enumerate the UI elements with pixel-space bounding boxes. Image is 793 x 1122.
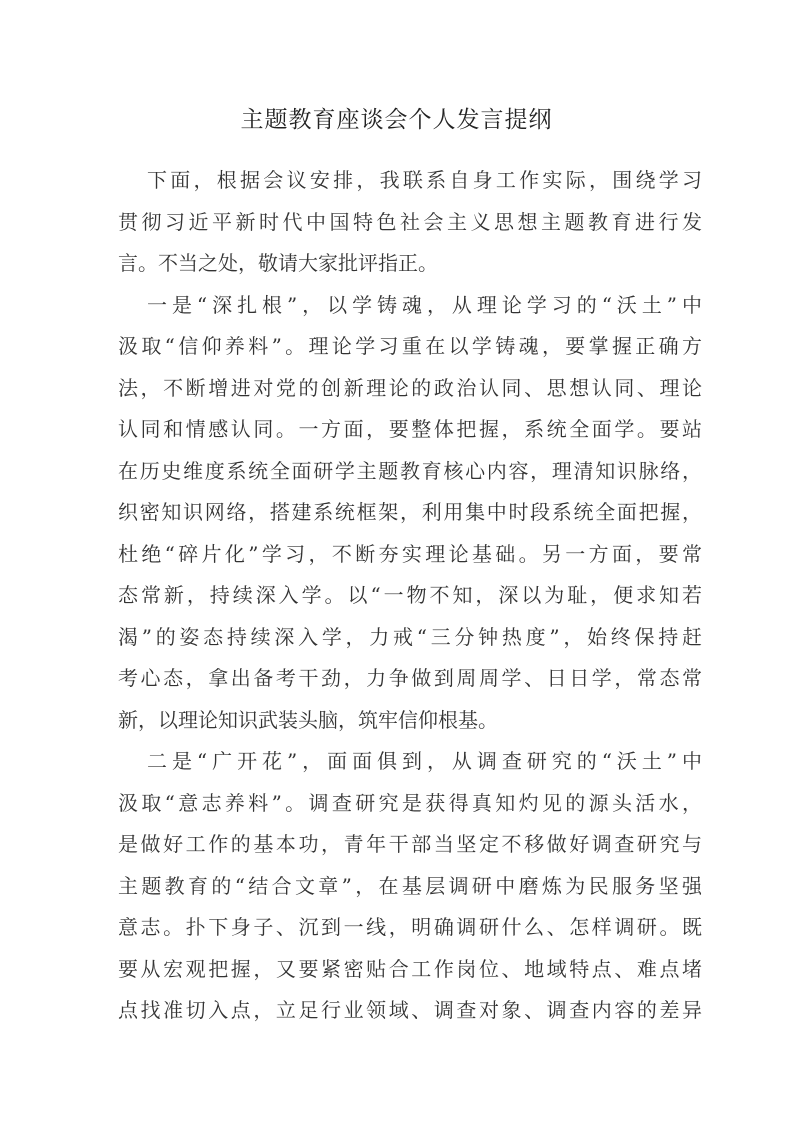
text-line: 态常新，持续深入学。以“一物不知，深以为耻，便求知若 bbox=[118, 583, 702, 607]
paragraph bbox=[118, 285, 702, 742]
text-line: 主题教育的“结合文章”，在基层调研中磨炼为民服务坚强 bbox=[118, 873, 702, 898]
text-line: 渴”的姿态持续深入学，力戒“三分钟热度”，始终保持赶 bbox=[118, 624, 702, 649]
document-title: 主题教育座谈会个人发言提纲 bbox=[240, 107, 553, 133]
text-line: 杜绝“碎片化”学习，不断夯实理论基础。另一方面，要常 bbox=[118, 541, 702, 566]
text-line: 认同和情感认同。一方面，要整体把握，系统全面学。要站 bbox=[118, 417, 702, 441]
text-line: 一是“深扎根”，以学铸魂，从理论学习的“沃土”中 bbox=[147, 292, 702, 317]
text-line: 汲取“信仰养料”。理论学习重在以学铸魂，要掌握正确方 bbox=[118, 334, 702, 358]
document-body bbox=[118, 160, 702, 1032]
text-line: 法，不断增进对党的创新理论的政治认同、思想认同、理论 bbox=[118, 375, 702, 400]
text-line: 是做好工作的基本功，青年干部当坚定不移做好调查研究与 bbox=[118, 832, 702, 856]
text-line: 新，以理论知识武装头脑，筑牢信仰根基。 bbox=[118, 707, 498, 732]
text-line: 点找准切入点，立足行业领域、调查对象、调查内容的差异 bbox=[118, 998, 702, 1022]
text-line: 下面，根据会议安排，我联系自身工作实际，围绕学习 bbox=[147, 168, 702, 192]
text-line: 二是“广开花”，面面俱到，从调查研究的“沃土”中 bbox=[147, 749, 702, 773]
text-line: 言。不当之处，敬请大家批评指正。 bbox=[118, 251, 438, 275]
text-line: 汲取“意志养料”。调查研究是获得真知灼见的源头活水， bbox=[118, 790, 702, 815]
paragraph bbox=[118, 160, 702, 285]
text-line: 贯彻习近平新时代中国特色社会主义思想主题教育进行发 bbox=[118, 209, 702, 234]
text-line: 考心态，拿出备考干劲，力争做到周周学、日日学，常态常 bbox=[118, 666, 702, 690]
text-line: 织密知识网络，搭建系统框架，利用集中时段系统全面把握， bbox=[118, 500, 702, 524]
paragraph bbox=[118, 741, 702, 1032]
text-line: 要从宏观把握，又要紧密贴合工作岗位、地域特点、难点堵 bbox=[118, 956, 702, 981]
text-line: 在历史维度系统全面研学主题教育核心内容，理清知识脉络， bbox=[118, 458, 702, 483]
text-line: 意志。扑下身子、沉到一线，明确调研什么、怎样调研。既 bbox=[118, 915, 702, 939]
